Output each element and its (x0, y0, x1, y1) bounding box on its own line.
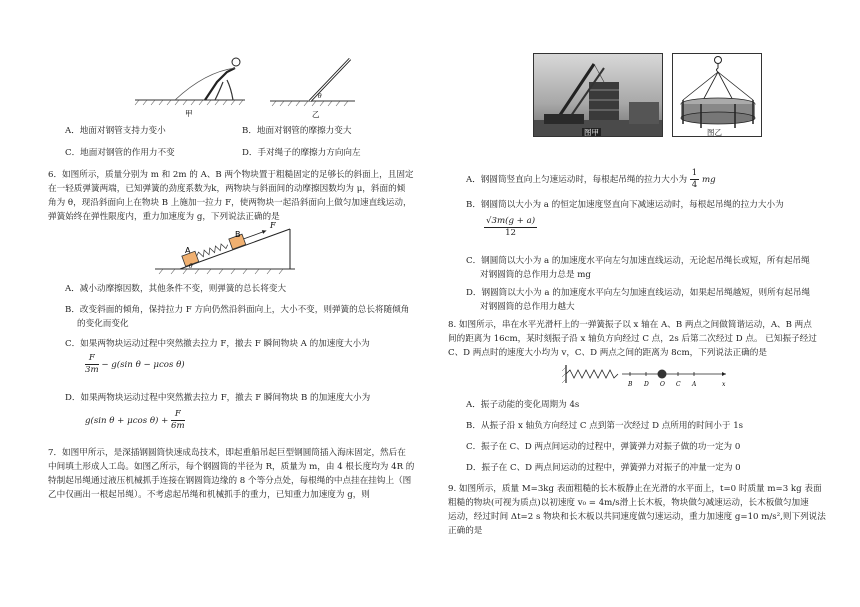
q7-line-2: 中间填土形成人工岛。如图乙所示，每个钢圆筒的半径为 R，质量为 m，由 4 根长度均为 4R 的 (48, 462, 415, 472)
q6-line-3: 角为 θ，现沿斜面向上在物块 B 上施加一拉力 F，使两物块一起沿斜面向上做匀加速直线运动， (48, 198, 412, 208)
q7-option-c-line1: C．钢圆筒以大小为 a 的加速度水平向左匀加速直线运动，无论起吊绳长或短，所有起吊绳 (466, 256, 810, 266)
q9-line-2: 粗糙的物块(可视为质点)以初速度 v₀ = 4m/s滑上长木板，物块做匀减速运动，长木板做匀加速 (448, 498, 809, 508)
q6-option-c-formula (85, 353, 185, 376)
q6-c-denominator: 3m (85, 365, 99, 375)
q8-line-3: C、D 两点时的速度大小均为 v，C、D 两点之间的距离为 8cm，下列说法正确的是 (448, 348, 767, 358)
incline-label-theta: θ (189, 263, 193, 270)
q8-option-c: C．振子在 C、D 两点间运动的过程中，弹簧弹力对振子做的功一定为 0 (466, 442, 741, 452)
q9-line-1: 9. 如图所示，质量 M=3kg 表面粗糙的长木板静止在光滑的水平面上，t=0 时质量 m=3 kg 表面 (448, 484, 822, 494)
q7-option-d-line1: D．钢圆筒以大小为 a 的加速度水平向左匀加速直线运动，如果起吊绳越短，则所有起吊绳 (466, 288, 811, 298)
q6-option-d-formula (85, 409, 185, 432)
figure-jia-diagram (135, 42, 255, 118)
q6-c-numerator: F (85, 353, 99, 365)
crane-photo-caption: 图甲 (584, 128, 599, 137)
q7-option-b-formula (484, 216, 537, 239)
q8-option-a: A．振子动能的变化周期为 4s (466, 400, 580, 410)
q7-b-denominator: 12 (505, 228, 517, 238)
q7-line-3: 特制起吊绳通过液压机械抓手连接在钢圆筒边缘的 8 个等分点处，每根绳的中点挂在挂钩上（图 (48, 476, 412, 486)
axis-label-a: A (692, 381, 697, 388)
q9-line-3: 运动，经过时间 Δt=2 s 物块和长木板以共同速度做匀速运动，重力加速度 g=10 m/s²,则下列说法 (448, 512, 826, 522)
figure-jia-label: 甲 (185, 109, 193, 118)
q7-line-1: 7．如图甲所示，是深插钢圆筒快速成岛技术，即起重船吊起巨型钢圆筒插入海床固定，然后在 (48, 448, 406, 458)
q7-option-b: B．钢圆筒以大小为 a 的恒定加速度竖直向下减速运动时，每根起吊绳的拉力大小为 (466, 200, 784, 210)
q7-option-d-line2: 对钢圆筒的总作用力越大 (480, 302, 575, 312)
incline-label-b: B (235, 230, 241, 239)
axis-label-b: B (628, 381, 633, 388)
figure-yi-label: 乙 (312, 110, 320, 119)
q7-b-numerator: √3m(g + a) (486, 216, 536, 226)
q8-line-1: 8. 如图所示，串在水平光滑杆上的一弹簧振子以 x 轴在 A、B 两点之间做简谐运动，A、B 两点 (448, 320, 812, 330)
q5-option-c: C．地面对钢管的作用力不变 (65, 148, 175, 158)
svg-text:θ: θ (318, 93, 322, 100)
figure-yi-diagram (270, 55, 360, 119)
q6-option-a: A．减小动摩擦因数，其他条件不变，则弹簧的总长将变大 (65, 284, 287, 294)
axis-label-o: O (660, 381, 665, 388)
q7-option-a (466, 168, 716, 191)
incline-label-a: A (185, 246, 191, 255)
q6-d-lead: g(sin θ + μcos θ) + (85, 416, 169, 426)
cylinder-diagram (672, 53, 762, 137)
q7-line-4: 乙中仅画出一根起吊绳）。不考虑起吊绳和机械抓手的重力，已知重力加速度为 g，则 (48, 490, 370, 500)
q6-option-d: D．如果两物块运动过程中突然撤去拉力 F，撤去 F 瞬间物块 B 的加速度大小为 (65, 393, 371, 403)
q8-option-b: B．从振子沿 x 轴负方向经过 C 点到第一次经过 D 点所用的时间小于 1s (466, 421, 744, 431)
crane-photo (533, 53, 663, 137)
incline-diagram (155, 221, 300, 277)
q8-option-d: D．振子在 C、D 两点间运动的过程中，弹簧弹力对振子的冲量一定为 0 (466, 463, 741, 473)
axis-label-d: D (644, 381, 649, 388)
q6-option-b-line2: 的变化而变化 (77, 319, 129, 329)
q6-line-4: 弹簧始终在弹性限度内，重力加速度为 g，下列说法正确的是 (48, 212, 280, 222)
q7-a-tail: mg (702, 175, 716, 185)
q6-line-2: 在一轻质弹簧两端，已知弹簧的劲度系数为k，两物块与斜面间的动摩擦因数均为 μ，斜面的倾 (48, 184, 406, 194)
q6-d-numerator: F (171, 409, 185, 421)
q8-line-2: 间的距离为 16cm，某时刻振子沿 x 轴负方向经过 C 点，2s 后第二次经过 D 点。 已知振子经过 (448, 334, 817, 344)
cylinder-diagram-caption: 图乙 (707, 128, 722, 137)
axis-label-x: x (722, 381, 726, 388)
q6-option-c: C．如果两物块运动过程中突然撤去拉力 F，撤去 F 瞬间物块 A 的加速度大小为 (65, 339, 370, 349)
q7-a-denominator: 4 (691, 180, 698, 190)
q6-d-denominator: 6m (171, 421, 185, 431)
q5-option-d: D．手对绳子的摩擦力方向向左 (242, 148, 361, 158)
q6-c-rest: − g(sin θ − μcos θ) (101, 360, 185, 370)
q7-option-c-line2: 对钢圆筒的总作用力总是 mg (480, 270, 591, 280)
incline-label-f: F (270, 221, 276, 230)
q5-option-a: A．地面对钢管支持力变小 (65, 126, 166, 136)
spring-oscillator-diagram (564, 363, 734, 391)
q9-line-4: 正确的是 (448, 526, 483, 536)
q6-option-b-line1: B．改变斜面的倾角，保持拉力 F 方向仍然沿斜面向上，大小不变，则弹簧的总长将随倾角 (65, 305, 410, 315)
q7-a-numerator: 1 (691, 168, 698, 178)
axis-label-c: C (676, 381, 681, 388)
q6-line-1: 6．如图所示，质量分别为 m 和 2m 的 A、B 两个物块置于粗糙固定的足够长的斜面上，且固定 (48, 170, 414, 180)
q5-option-b: B．地面对钢管的摩擦力变大 (242, 126, 352, 136)
q7-option-a-text: A．钢圆筒竖直向上匀速运动时，每根起吊绳的拉力大小为 (466, 175, 688, 185)
